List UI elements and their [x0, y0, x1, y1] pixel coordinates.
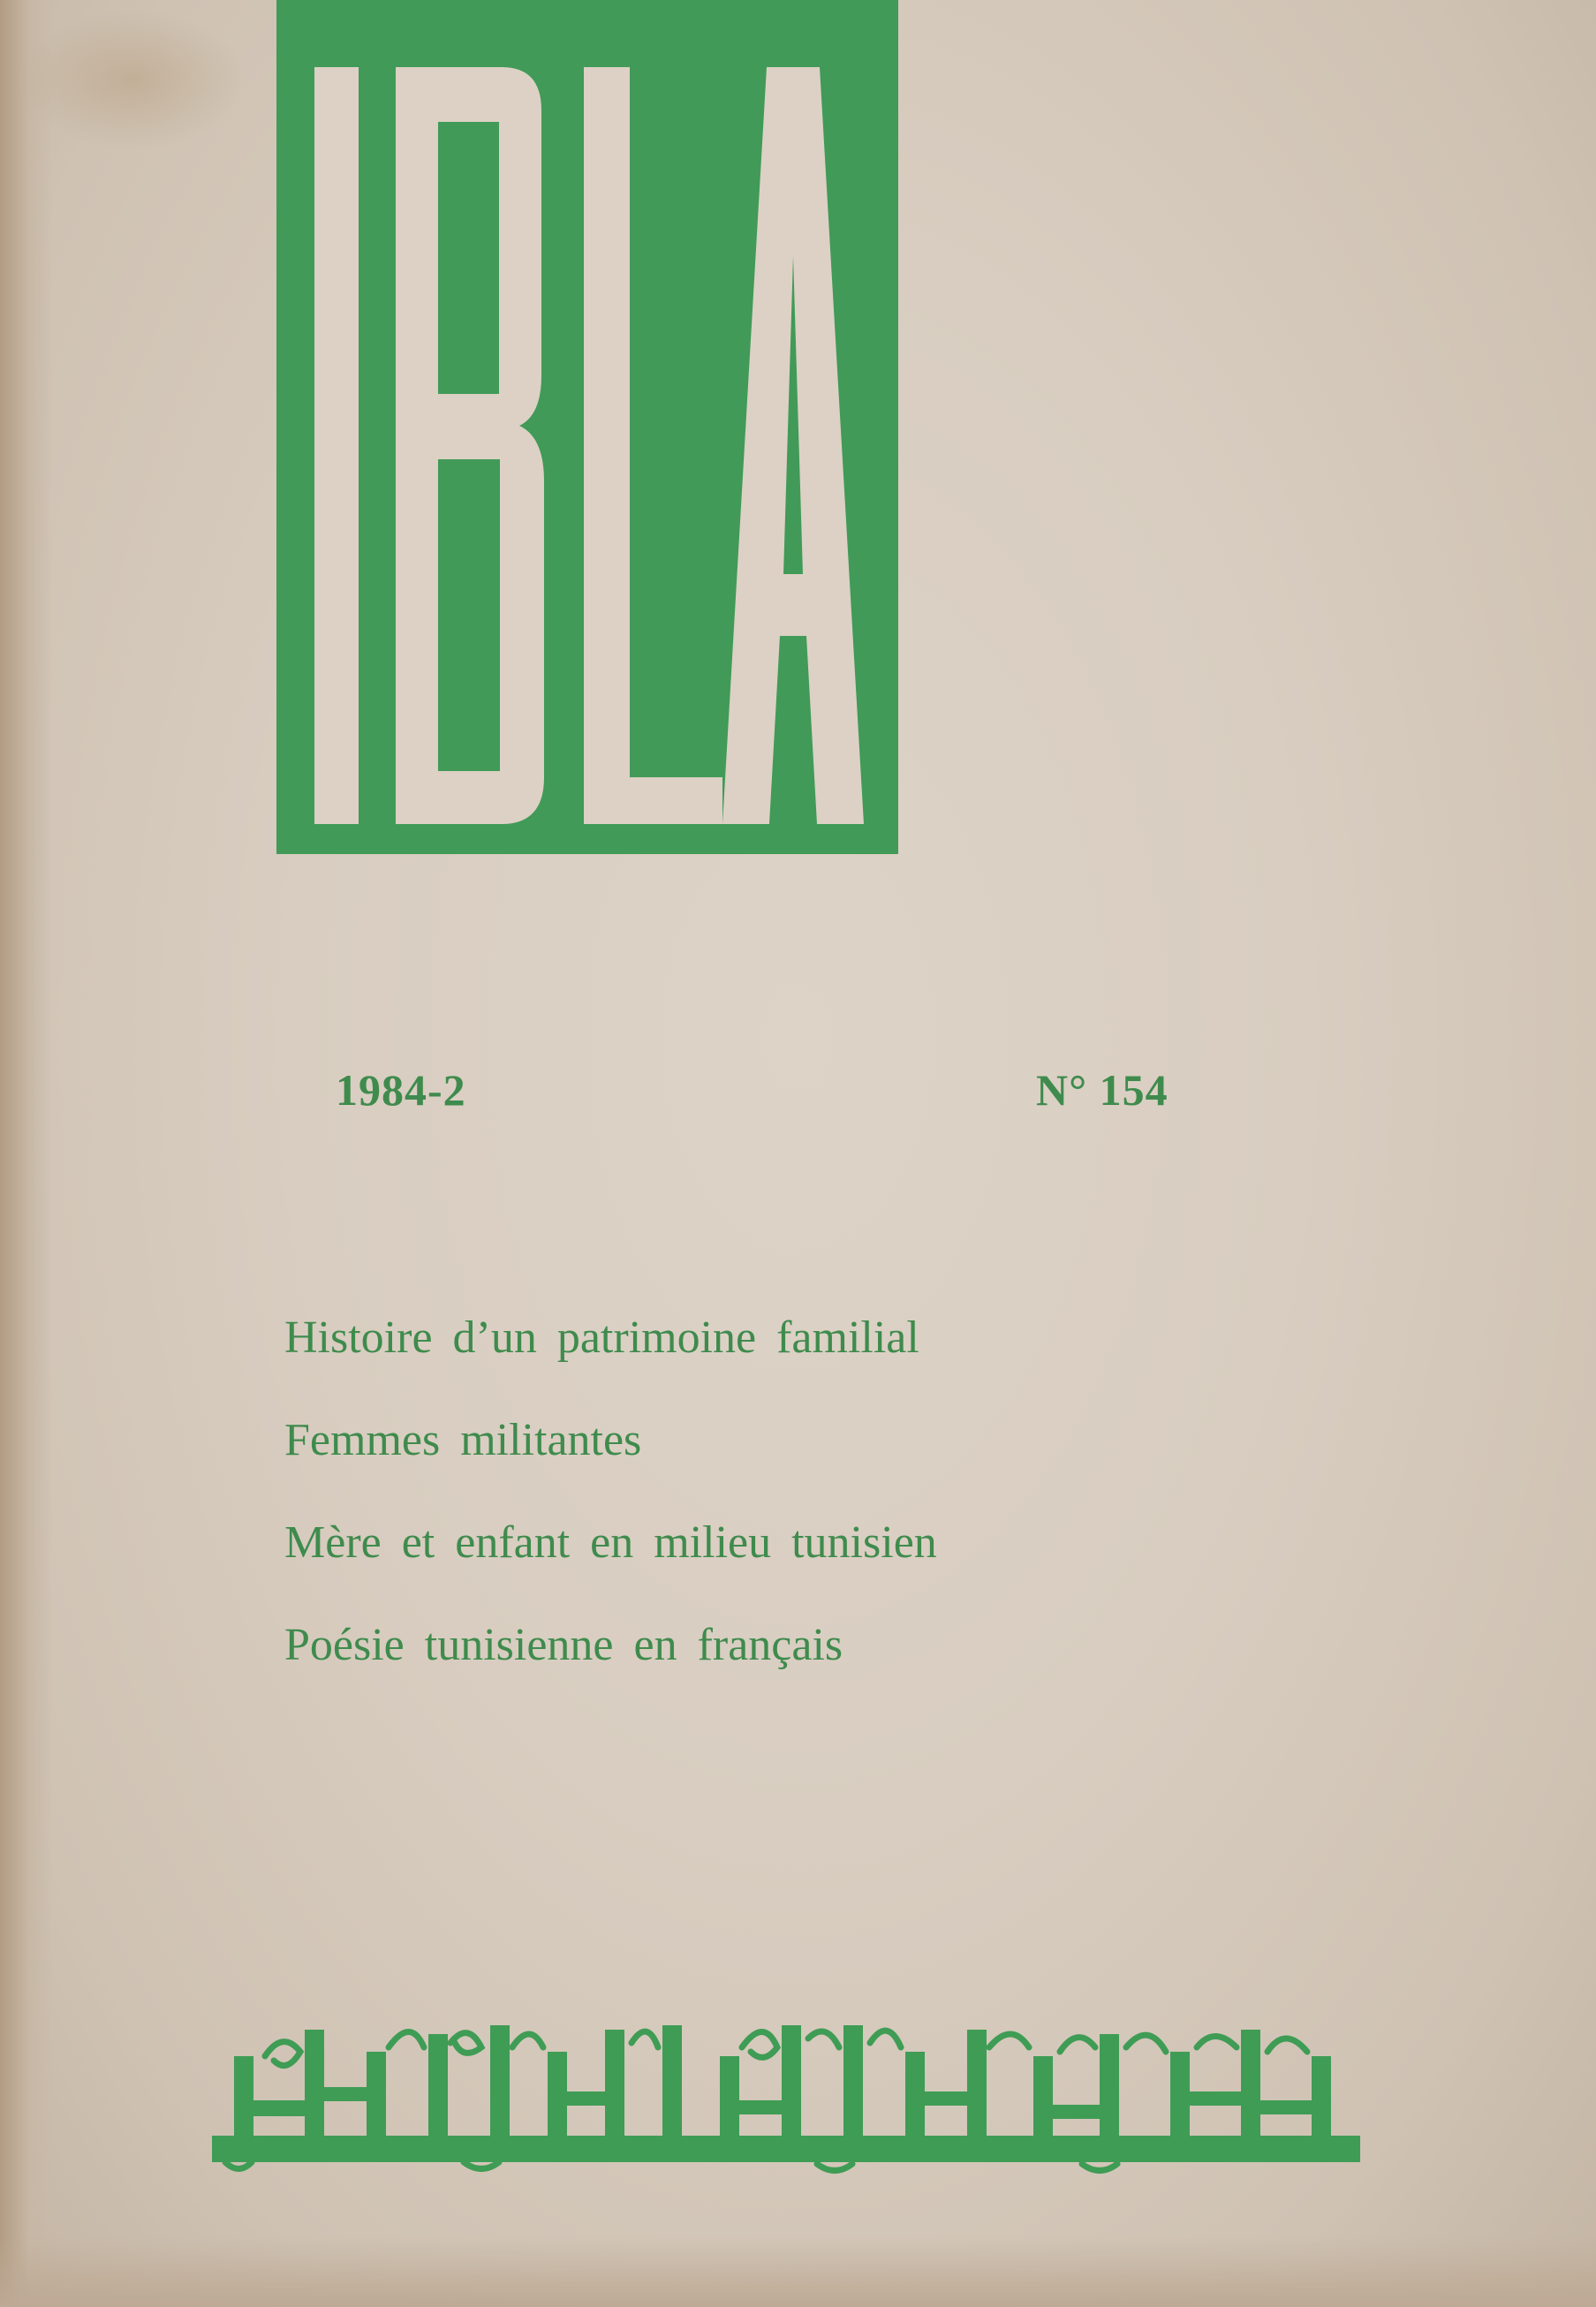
- ibla-logo: [276, 0, 898, 854]
- paper-edge-shadow: [0, 0, 53, 2307]
- contents-item: Femmes militantes: [284, 1415, 642, 1465]
- contents-list: [284, 1298, 1344, 1708]
- contents-item: Histoire d’un patrimoine familial: [284, 1312, 919, 1363]
- contents-item: Poésie tunisienne en français: [284, 1620, 843, 1670]
- paper-stain: [18, 9, 247, 150]
- arabic-calligraphy-seal: [199, 2003, 1373, 2180]
- contents-item: Mère et enfant en milieu tunisien: [284, 1517, 937, 1568]
- paper-bottom-shadow: [0, 2236, 1596, 2307]
- issue-date: 1984-2: [336, 1065, 466, 1115]
- issue-number: N° 154: [1036, 1065, 1169, 1115]
- masthead-logo-block: [276, 0, 898, 854]
